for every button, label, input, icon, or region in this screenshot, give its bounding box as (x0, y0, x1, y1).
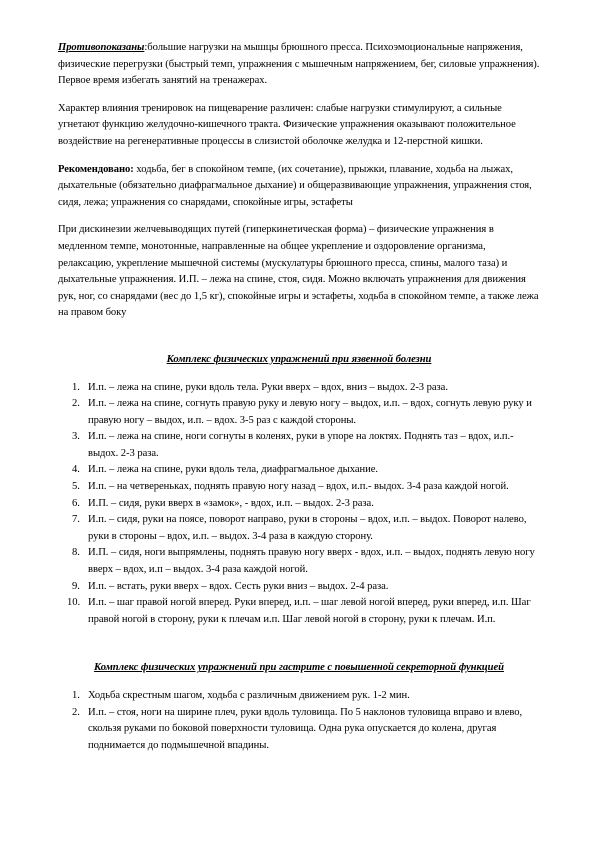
dyskinesia-paragraph: При дискинезии желчевыводящих путей (гиперкинетическая форма) – физические упражнения в медленном темпе, монотонные, направленные на общее укрепление и оздоровление организма, релаксацию, укрепление мышечной системы (мускулатуры брюшного пресса, спины, малого таза) и дыхательные упражнения. И.П. – лежа на спине, стоя, сидя. Можно включать упражнения для движения рук, ног, со снарядами (вес до 1,5 кг), спокойные игры и эстафеты, ходьба в спокойном темпе, а также лежа на правом боку (58, 224, 539, 319)
list-item-number: 6. (72, 497, 80, 509)
list-item (58, 595, 540, 628)
list-item (58, 545, 540, 578)
list-item (58, 512, 540, 545)
list-item-number: 10. (67, 597, 81, 609)
list-item (58, 705, 540, 755)
contraindications-label: Противопоказаны (58, 42, 145, 53)
list-item (58, 380, 540, 397)
list-item-text: И.п. – стоя, ноги на ширине плеч, руки вдоль туловища. По 5 наклонов туловища вправо и влево, скользя руками по боковой поверхности туловища. Одна рука опускается до колена, другая поднимается до подмышечной впадины. (88, 706, 523, 751)
list-item-number: 1. (72, 690, 80, 701)
list-item (58, 429, 540, 462)
list-item-number: 4. (72, 464, 80, 476)
list-item-number: 5. (72, 481, 80, 493)
list-item-number: 2. (72, 398, 80, 410)
list-item-text: И.п. – встать, руки вверх – вдох. Сесть руки вниз – выдох. 2-4 раза. (88, 580, 389, 592)
gastritis-exercise-list (58, 688, 540, 754)
list-item-text: И.п. – лежа на спине, руки вдоль тела. Руки вверх – вдох, вниз – выдох. 2-3 раза. (88, 381, 448, 393)
list-item (58, 462, 540, 479)
list-item-number: 8. (72, 547, 80, 559)
list-item-number: 9. (72, 580, 80, 592)
recommended-text: ходьба, бег в спокойном темпе, (их сочетание), прыжки, плавание, ходьба на лыжах, дыхательные (обязательно диафрагмальное дыхание) и общеразвивающие упражнения, упражнения стоя, сидя, лежа; упражнения со снарядами, спокойные игры, эстафеты (58, 163, 532, 208)
list-item-number: 7. (72, 514, 80, 526)
list-item (58, 579, 540, 596)
list-item-number: 1. (72, 381, 80, 393)
gastritis-complex-heading: Комплекс физических упражнений при гастрите с повышенной секреторной функцией (94, 662, 504, 674)
contraindications-text: :большие нагрузки на мышцы брюшного пресса. Психоэмоциональные напряжения, физические перегрузки (быстрый темп, упражнения с мышечным напряжением, бег, силовые упражнения). Первое время избегать занятий на тренажерах. (58, 42, 540, 87)
list-item-number: 3. (72, 431, 80, 443)
document-page (58, 40, 540, 754)
ulcer-complex-heading: Комплекс физических упражнений при язвенной болезни (166, 353, 432, 365)
list-item-text: И.п. – лежа на спине, ноги согнуты в коленях, руки в упоре на локтях. Поднять таз – вдох, и.п.- выдох. 2-3 раза. (88, 431, 514, 459)
recommended-label: Рекомендовано: (58, 163, 134, 175)
list-item-text: И.П. – сидя, руки вверх в «замок», - вдох, и.п. – выдох. 2-3 раза. (88, 497, 374, 509)
list-item (58, 688, 540, 705)
list-item-text: И.п. – сидя, руки на поясе, поворот направо, руки в стороны – вдох, и.п. – выдох. Поворот налево, руки в стороны – вдох, и.п. – выдох. 3-4 раза в каждую сторону. (88, 514, 527, 542)
list-item-text: И.п. – лежа на спине, руки вдоль тела, диафрагмальное дыхание. (88, 464, 378, 476)
list-item (58, 396, 540, 429)
list-item-text: И.п. – шаг правой ногой вперед. Руки вперед, и.п. – шаг левой ногой вперед, руки вперед, и.п. Шаг правой ногой в сторону, руки к плечам и.п. Шаг левой ногой в сторону, руки к плечам. И.п. (88, 597, 531, 625)
influence-paragraph: Характер влияния тренировок на пищеварение различен: слабые нагрузки стимулируют, а сильные угнетают функцию желудочно-кишечного тракта. Физические упражнения оказывают положительное воздействие на регенеративные процессы в слизистой оболочке желудка и 12-перстной кишки. (58, 102, 516, 147)
ulcer-exercise-list (58, 380, 540, 629)
list-item-text: Ходьба скрестным шагом, ходьба с различным движением рук. 1-2 мин. (88, 690, 410, 701)
list-item-text: И.п. – лежа на спине, согнуть правую руку и левую ногу – выдох, и.п. – вдох, согнуть левую руку и правую ногу – выдох, и.п. – вдох. 3-5 раз с каждой стороны. (88, 398, 532, 426)
list-item-text: И.П. – сидя, ноги выпрямлены, поднять правую ногу вверх - вдох, и.п. – выдох, поднять левую ногу вверх – вдох, и.п – выдох. 3-4 раза каждой ногой. (88, 547, 535, 576)
list-item (58, 496, 540, 513)
list-item-number: 2. (72, 706, 80, 718)
list-item-text: И.п. – на четвереньках, поднять правую ногу назад – вдох, и.п.- выдох. 3-4 раза каждой ногой. (88, 481, 509, 493)
list-item (58, 479, 540, 496)
contraindications-paragraph (58, 40, 540, 90)
recommended-paragraph (58, 162, 540, 212)
